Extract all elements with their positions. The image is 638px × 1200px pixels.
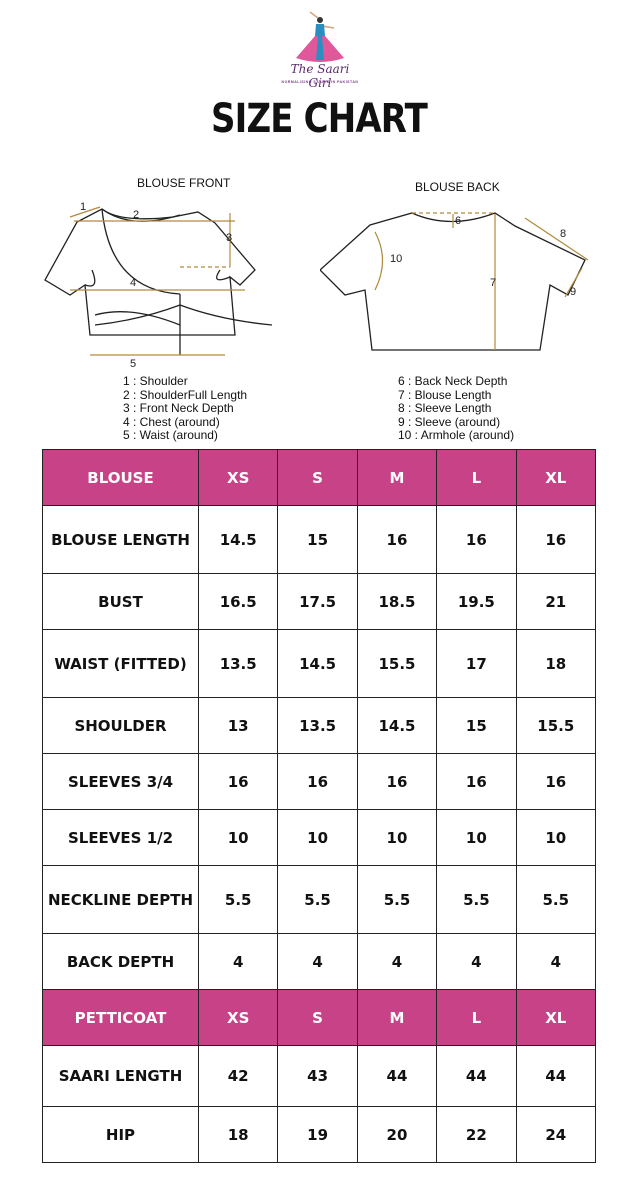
table-cell: 13 (199, 698, 278, 754)
legend-item: 7 : Blouse Length (398, 387, 492, 402)
size-table (42, 449, 596, 1163)
table-cell: 16 (199, 754, 278, 810)
petticoat-header-row (43, 990, 596, 1046)
table-cell: 4 (437, 934, 516, 990)
column-header: XS (199, 990, 278, 1046)
table-cell: 18 (516, 630, 595, 698)
marker-9: 9 (570, 286, 577, 298)
row-label: BUST (43, 574, 199, 630)
row-label: BLOUSE LENGTH (43, 506, 199, 574)
table-cell: 16.5 (199, 574, 278, 630)
table-cell: 10 (278, 810, 357, 866)
table-cell: 10 (199, 810, 278, 866)
marker-4: 4 (130, 277, 137, 289)
marker-1: 1 (80, 201, 87, 213)
table-cell: 42 (199, 1046, 278, 1107)
marker-6: 6 (455, 215, 462, 227)
table-cell: 15.5 (516, 698, 595, 754)
table-cell: 16 (516, 754, 595, 810)
table-cell: 14.5 (278, 630, 357, 698)
column-header: PETTICOAT (43, 990, 199, 1046)
column-header: M (357, 990, 436, 1046)
brand-name: The Saari Girl (290, 62, 350, 90)
table-cell: 16 (437, 754, 516, 810)
page-title: SIZE CHART (211, 96, 427, 142)
table-cell: 15 (437, 698, 516, 754)
table-row (43, 754, 596, 810)
blouse-back-diagram (320, 200, 600, 355)
table-cell: 19 (278, 1107, 357, 1163)
table-cell: 16 (357, 754, 436, 810)
table-row (43, 506, 596, 574)
row-label: SAARI LENGTH (43, 1046, 199, 1107)
table-row (43, 810, 596, 866)
table-cell: 19.5 (437, 574, 516, 630)
table-cell: 43 (278, 1046, 357, 1107)
column-header: L (437, 990, 516, 1046)
table-cell: 4 (199, 934, 278, 990)
legend-item: 2 : ShoulderFull Length (123, 387, 248, 402)
table-cell: 5.5 (516, 866, 595, 934)
column-header: BLOUSE (43, 450, 199, 506)
legend-item: 6 : Back Neck Depth (398, 374, 508, 388)
row-label: BACK DEPTH (43, 934, 199, 990)
row-label: SLEEVES 3/4 (43, 754, 199, 810)
table-row (43, 1107, 596, 1163)
table-cell: 16 (516, 506, 595, 574)
table-row (43, 630, 596, 698)
dancer-logo-icon (278, 10, 362, 66)
table-cell: 5.5 (437, 866, 516, 934)
column-header: XL (516, 990, 595, 1046)
row-label: HIP (43, 1107, 199, 1163)
legend-item: 10 : Armhole (around) (398, 428, 515, 442)
table-cell: 15 (278, 506, 357, 574)
table-cell: 14.5 (357, 698, 436, 754)
table-cell: 5.5 (199, 866, 278, 934)
legend-item: 9 : Sleeve (around) (398, 414, 501, 429)
table-row (43, 574, 596, 630)
back-diagram-title: BLOUSE BACK (415, 180, 500, 194)
marker-7: 7 (490, 277, 497, 289)
marker-3: 3 (226, 232, 233, 244)
table-cell: 13.5 (278, 698, 357, 754)
legend-item: 3 : Front Neck Depth (123, 401, 234, 415)
table-cell: 24 (516, 1107, 595, 1163)
row-label: SHOULDER (43, 698, 199, 754)
marker-10: 10 (390, 253, 403, 265)
table-cell: 17 (437, 630, 516, 698)
table-cell: 10 (516, 810, 595, 866)
legend-item: 1 : Shoulder (123, 374, 188, 388)
table-cell: 4 (516, 934, 595, 990)
table-cell: 20 (357, 1107, 436, 1163)
legend-back (398, 375, 514, 443)
table-cell: 10 (437, 810, 516, 866)
column-header: XL (516, 450, 595, 506)
row-label: SLEEVES 1/2 (43, 810, 199, 866)
column-header: S (278, 450, 357, 506)
blouse-header-row (43, 450, 596, 506)
table-cell: 44 (437, 1046, 516, 1107)
column-header: M (357, 450, 436, 506)
table-cell: 4 (357, 934, 436, 990)
table-cell: 21 (516, 574, 595, 630)
blouse-front-diagram (40, 195, 320, 370)
table-cell: 18 (199, 1107, 278, 1163)
table-cell: 15.5 (357, 630, 436, 698)
table-cell: 16 (357, 506, 436, 574)
brand-tagline: NORMALISING SAARIS IN PAKISTAN (281, 80, 359, 84)
table-cell: 13.5 (199, 630, 278, 698)
table-cell: 22 (437, 1107, 516, 1163)
table-cell: 10 (357, 810, 436, 866)
table-cell: 44 (357, 1046, 436, 1107)
row-label: WAIST (FITTED) (43, 630, 199, 698)
table-cell: 5.5 (357, 866, 436, 934)
column-header: S (278, 990, 357, 1046)
table-row (43, 866, 596, 934)
table-cell: 14.5 (199, 506, 278, 574)
column-header: XS (199, 450, 278, 506)
table-cell: 16 (437, 506, 516, 574)
table-row (43, 698, 596, 754)
table-cell: 5.5 (278, 866, 357, 934)
marker-5: 5 (130, 358, 137, 370)
table-cell: 16 (278, 754, 357, 810)
row-label: NECKLINE DEPTH (43, 866, 199, 934)
marker-2: 2 (133, 209, 140, 221)
brand-logo (278, 10, 362, 90)
legend-item: 5 : Waist (around) (123, 428, 218, 442)
table-cell: 18.5 (357, 574, 436, 630)
legend-item: 4 : Chest (around) (123, 414, 220, 429)
table-cell: 4 (278, 934, 357, 990)
front-diagram-title: BLOUSE FRONT (137, 176, 231, 190)
legend-front (123, 375, 247, 443)
table-cell: 17.5 (278, 574, 357, 630)
legend-item: 8 : Sleeve Length (398, 401, 492, 415)
marker-8: 8 (560, 228, 567, 240)
table-row (43, 934, 596, 990)
table-row (43, 1046, 596, 1107)
column-header: L (437, 450, 516, 506)
table-cell: 44 (516, 1046, 595, 1107)
